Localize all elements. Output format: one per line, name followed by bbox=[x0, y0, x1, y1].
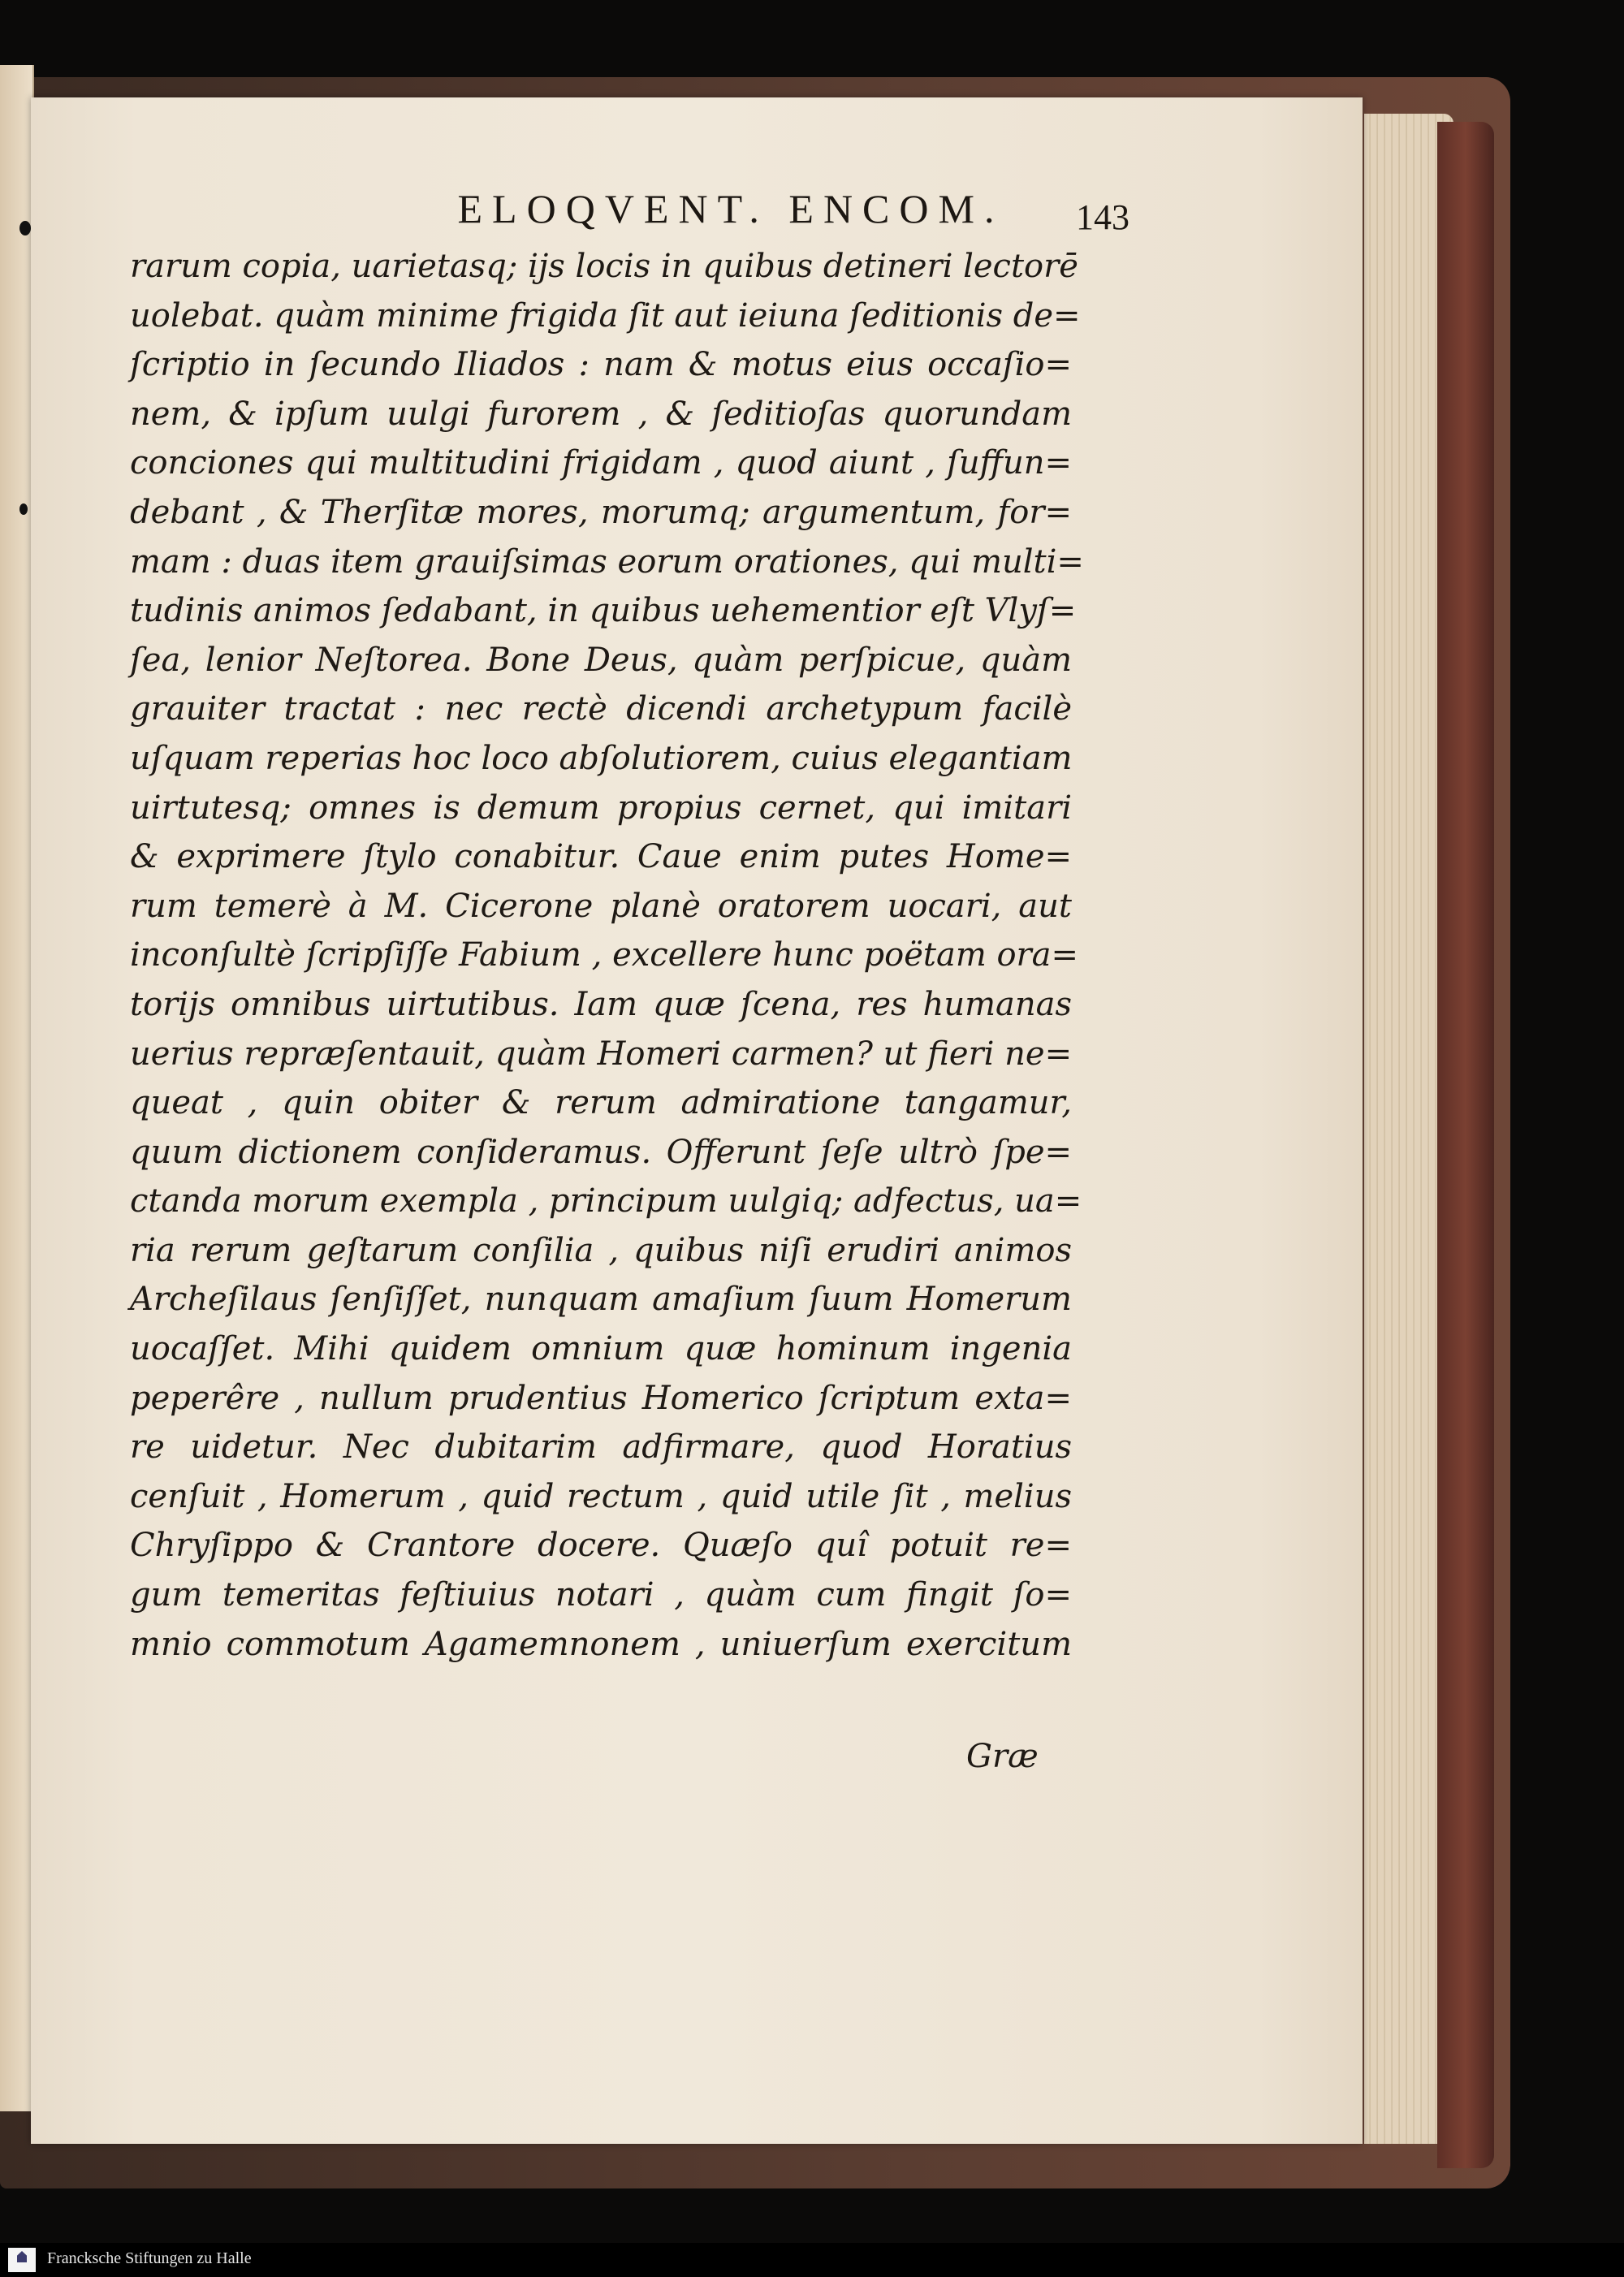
text-line: debant , & Therſitæ mores, morumq; argumentum, for= bbox=[130, 493, 1072, 531]
text-line: ſcriptio in ſecundo Iliados : nam & motus eius occaſio= bbox=[130, 346, 1072, 384]
catchword: Græ bbox=[966, 1738, 1039, 1775]
ink-dot-mark bbox=[19, 503, 28, 515]
institution-logo-icon bbox=[8, 2248, 36, 2272]
body-text bbox=[130, 242, 1084, 1669]
text-line: uirtutesq; omnes is demum propius cernet, qui imitari bbox=[130, 789, 1072, 827]
text-line: ctanda morum exempla , principum uulgiq; adfectus, ua= bbox=[130, 1182, 1082, 1221]
text-line: Archeſilaus ſenſiſſet, nunquam amaſium ſuum Homerum bbox=[130, 1281, 1072, 1319]
text-line: re uidetur. Nec dubitarim adfirmare, quod Horatius bbox=[130, 1428, 1072, 1467]
text-line: quum dictionem conſideramus. Offerunt ſeſe ultrò ſpe= bbox=[130, 1133, 1072, 1171]
text-line: rarum copia, uarietasq; ijs locis in quibus detineri lectorē bbox=[130, 248, 1078, 285]
text-line: uerius repræſentauit, quàm Homeri carmen? ut fieri ne= bbox=[130, 1035, 1073, 1073]
facing-page-edge bbox=[0, 65, 34, 2111]
page-header bbox=[0, 185, 1624, 242]
text-line: nem, & ipſum uulgi furorem , & ſeditioſas quorundam bbox=[130, 395, 1072, 433]
text-line: peperêre , nullum prudentius Homerico ſcriptum exta= bbox=[130, 1379, 1072, 1417]
text-line: conciones qui multitudini frigidam , quod aiunt , ſuffun= bbox=[130, 444, 1072, 482]
text-line: Chryſippo & Crantore docere. Quæſo quî potuit re= bbox=[130, 1527, 1072, 1565]
text-line: & exprimere ſtylo conabitur. Caue enim putes Home= bbox=[130, 838, 1072, 876]
text-line: torijs omnibus uirtutibus. Iam quæ ſcena, res humanas bbox=[130, 985, 1072, 1023]
text-line: mnio commotum Agamemnonem , uniuerſum exercitum bbox=[130, 1625, 1072, 1663]
institution-credit: Francksche Stiftungen zu Halle bbox=[47, 2249, 252, 2267]
text-line: tudinis animos ſedabant, in quibus uehementior eſt Vlyſ= bbox=[130, 592, 1077, 630]
page-number: 143 bbox=[1076, 197, 1129, 237]
footer-bar bbox=[0, 2243, 1624, 2277]
text-line: grauiter tractat : nec rectè dicendi archetypum facilè bbox=[130, 690, 1072, 728]
text-line: gum temeritas feſtiuius notari , quàm cum fingit ſo= bbox=[130, 1576, 1072, 1614]
text-line: mam : duas item grauiſsimas eorum orationes, qui multi= bbox=[130, 542, 1084, 581]
text-line: uocaſſet. Mihi quidem omnium quæ hominum ingenia bbox=[130, 1330, 1072, 1368]
text-line: uſquam reperias hoc loco abſolutiorem, cuius elegantiam bbox=[130, 739, 1073, 777]
text-line: queat , quin obiter & rerum admiratione tangamur, bbox=[130, 1084, 1072, 1122]
text-line: inconſultè ſcripſiſſe Fabium , excellere hunc poëtam ora= bbox=[130, 936, 1079, 974]
text-line: ſea, lenior Neſtorea. Bone Deus, quàm perſpicue, quàm bbox=[130, 641, 1072, 679]
text-line: rum temerè à M. Cicerone planè oratorem uocari, aut bbox=[130, 887, 1072, 925]
running-head: ELOQVENT. ENCOM. bbox=[457, 186, 1004, 231]
text-line: uolebat. quàm minime frigida ſit aut ieiuna ſeditionis de= bbox=[130, 296, 1081, 335]
book-cover-edge bbox=[1437, 122, 1494, 2168]
text-line: ria rerum geſtarum conſilia , quibus niſi erudiri animos bbox=[130, 1231, 1072, 1269]
text-line: cenſuit , Homerum , quid rectum , quid utile ſit , melius bbox=[130, 1477, 1072, 1515]
